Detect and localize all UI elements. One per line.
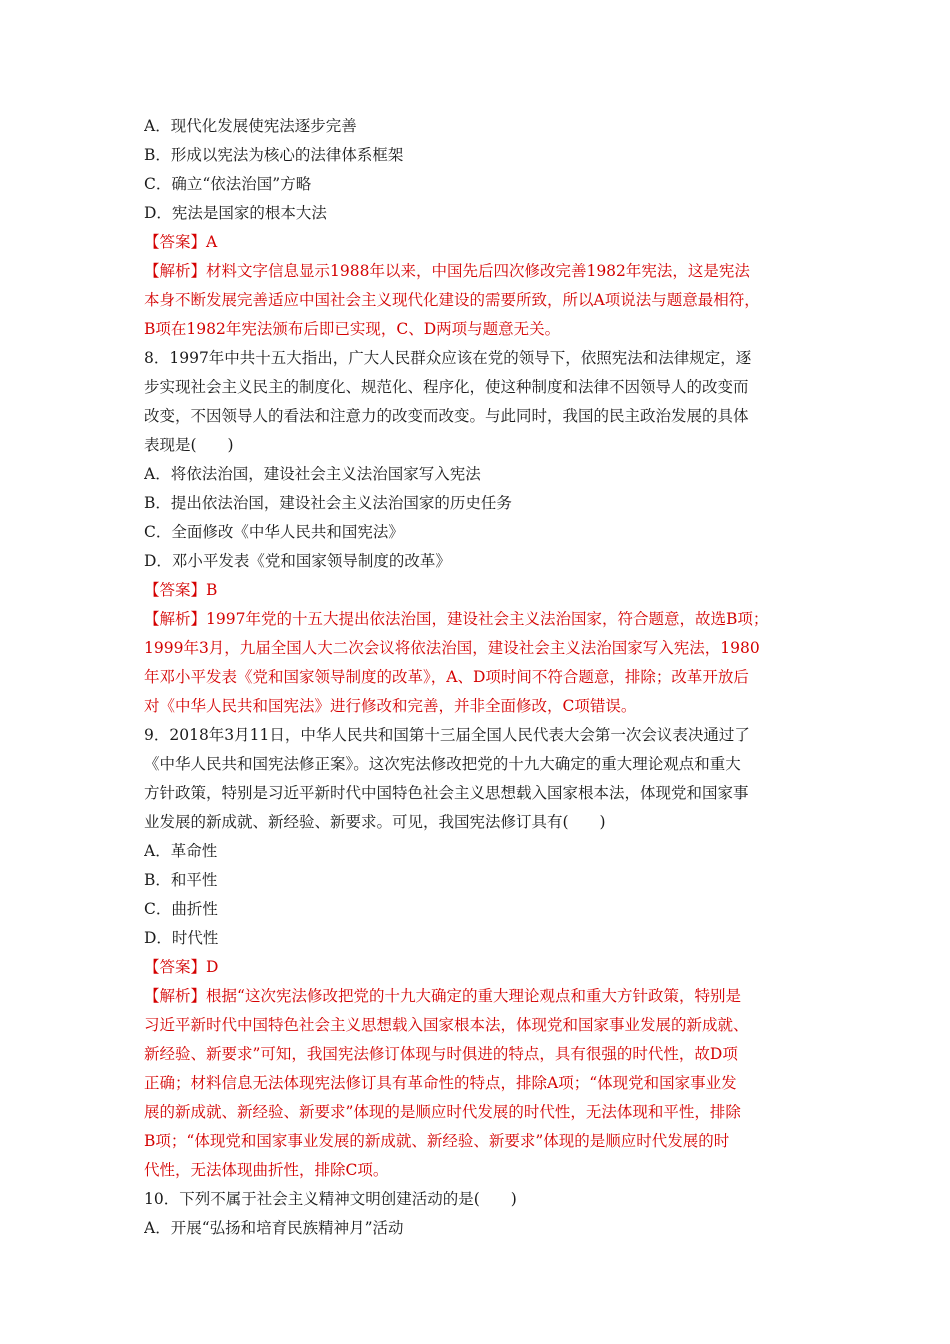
question-7 bbox=[144, 112, 808, 344]
analysis-text: 1997年党的十五大提出依法治国，建设社会主义法治国家，符合题意，故选B项； bbox=[206, 610, 769, 628]
answer-line bbox=[144, 953, 808, 982]
question-stem: 步实现社会主义民主的制度化、规范化、程序化，使这种制度和法律不因领导人的改变而 bbox=[144, 378, 749, 396]
question-stem: 业发展的新成就、新经验、新要求。可见，我国宪法修订具有( ) bbox=[144, 813, 606, 831]
option-d: D．时代性 bbox=[144, 929, 219, 947]
analysis-line: 正确；材料信息无法体现宪法修订具有革命性的特点，排除A项；“体现党和国家事业发 bbox=[144, 1074, 737, 1092]
option-c: C．曲折性 bbox=[144, 900, 218, 918]
analysis-line: 展的新成就、新经验、新要求”体现的是顺应时代发展的时代性，无法体现和平性，排除 bbox=[144, 1103, 741, 1121]
answer-value: D bbox=[206, 958, 219, 976]
analysis-line: 年邓小平发表《党和国家领导制度的改革》，A、D项时间不符合题意，排除；改革开放后 bbox=[144, 668, 749, 686]
analysis-line bbox=[144, 982, 808, 1011]
question-stem: 9．2018年3月11日，中华人民共和国第十三届全国人民代表大会第一次会议表决通过了 bbox=[144, 726, 750, 744]
question-stem: 8．1997年中共十五大指出，广大人民群众应该在党的领导下，依照宪法和法律规定，逐 bbox=[144, 349, 752, 367]
answer-value: B bbox=[206, 581, 218, 599]
analysis-line bbox=[144, 257, 808, 286]
answer-tag: 【答案】 bbox=[144, 581, 207, 599]
analysis-tag: 【解析】 bbox=[144, 610, 207, 628]
analysis-line: 1999年3月，九届全国人大二次会议将依法治国，建设社会主义法治国家写入宪法，1980 bbox=[144, 639, 760, 657]
analysis-text: 根据“这次宪法修改把党的十九大确定的重大理论观点和重大方针政策，特别是 bbox=[206, 987, 741, 1005]
question-stem: 10．下列不属于社会主义精神文明创建活动的是( ) bbox=[144, 1190, 517, 1208]
option-a: A．现代化发展使宪法逐步完善 bbox=[144, 117, 357, 135]
question-stem: 改变，不因领导人的看法和注意力的改变而改变。与此同时，我国的民主政治发展的具体 bbox=[144, 407, 749, 425]
answer-line bbox=[144, 576, 808, 605]
document-page bbox=[144, 112, 808, 1243]
analysis-line bbox=[144, 605, 808, 634]
analysis-line: B项在1982年宪法颁布后即已实现，C、D两项与题意无关。 bbox=[144, 320, 561, 338]
option-a: A．开展“弘扬和培育民族精神月”活动 bbox=[144, 1219, 404, 1237]
question-10 bbox=[144, 1185, 808, 1243]
option-b: B．和平性 bbox=[144, 871, 218, 889]
analysis-tag: 【解析】 bbox=[144, 987, 207, 1005]
answer-value: A bbox=[206, 233, 218, 251]
analysis-tag: 【解析】 bbox=[144, 262, 207, 280]
option-b: B．形成以宪法为核心的法律体系框架 bbox=[144, 146, 404, 164]
question-stem: 表现是( ) bbox=[144, 436, 234, 454]
option-a: A．革命性 bbox=[144, 842, 218, 860]
analysis-text: 材料文字信息显示1988年以来，中国先后四次修改完善1982年宪法，这是宪法 bbox=[206, 262, 750, 280]
option-d: D．邓小平发表《党和国家领导制度的改革》 bbox=[144, 552, 451, 570]
analysis-line: 对《中华人民共和国宪法》进行修改和完善，并非全面修改，C项错误。 bbox=[144, 697, 637, 715]
answer-line bbox=[144, 228, 808, 257]
option-c: C．确立“依法治国”方略 bbox=[144, 175, 312, 193]
question-stem: 方针政策，特别是习近平新时代中国特色社会主义思想载入国家根本法，体现党和国家事 bbox=[144, 784, 749, 802]
option-b: B．提出依法治国，建设社会主义法治国家的历史任务 bbox=[144, 494, 512, 512]
analysis-line: 本身不断发展完善适应中国社会主义现代化建设的需要所致，所以A项说法与题意最相符， bbox=[144, 291, 760, 309]
answer-tag: 【答案】 bbox=[144, 958, 207, 976]
question-9 bbox=[144, 721, 808, 1185]
analysis-line: 习近平新时代中国特色社会主义思想载入国家根本法，体现党和国家事业发展的新成就、 bbox=[144, 1016, 749, 1034]
option-d: D．宪法是国家的根本大法 bbox=[144, 204, 327, 222]
analysis-line: B项；“体现党和国家事业发展的新成就、新经验、新要求”体现的是顺应时代发展的时 bbox=[144, 1132, 730, 1150]
option-a: A．将依法治国，建设社会主义法治国家写入宪法 bbox=[144, 465, 481, 483]
question-8 bbox=[144, 344, 808, 721]
question-stem: 《中华人民共和国宪法修正案》。这次宪法修改把党的十九大确定的重大理论观点和重大 bbox=[144, 755, 741, 773]
answer-tag: 【答案】 bbox=[144, 233, 207, 251]
option-c: C．全面修改《中华人民共和国宪法》 bbox=[144, 523, 404, 541]
analysis-line: 新经验、新要求”可知，我国宪法修订体现与时俱进的特点，具有很强的时代性，故D项 bbox=[144, 1045, 738, 1063]
analysis-line: 代性，无法体现曲折性，排除C项。 bbox=[144, 1161, 389, 1179]
